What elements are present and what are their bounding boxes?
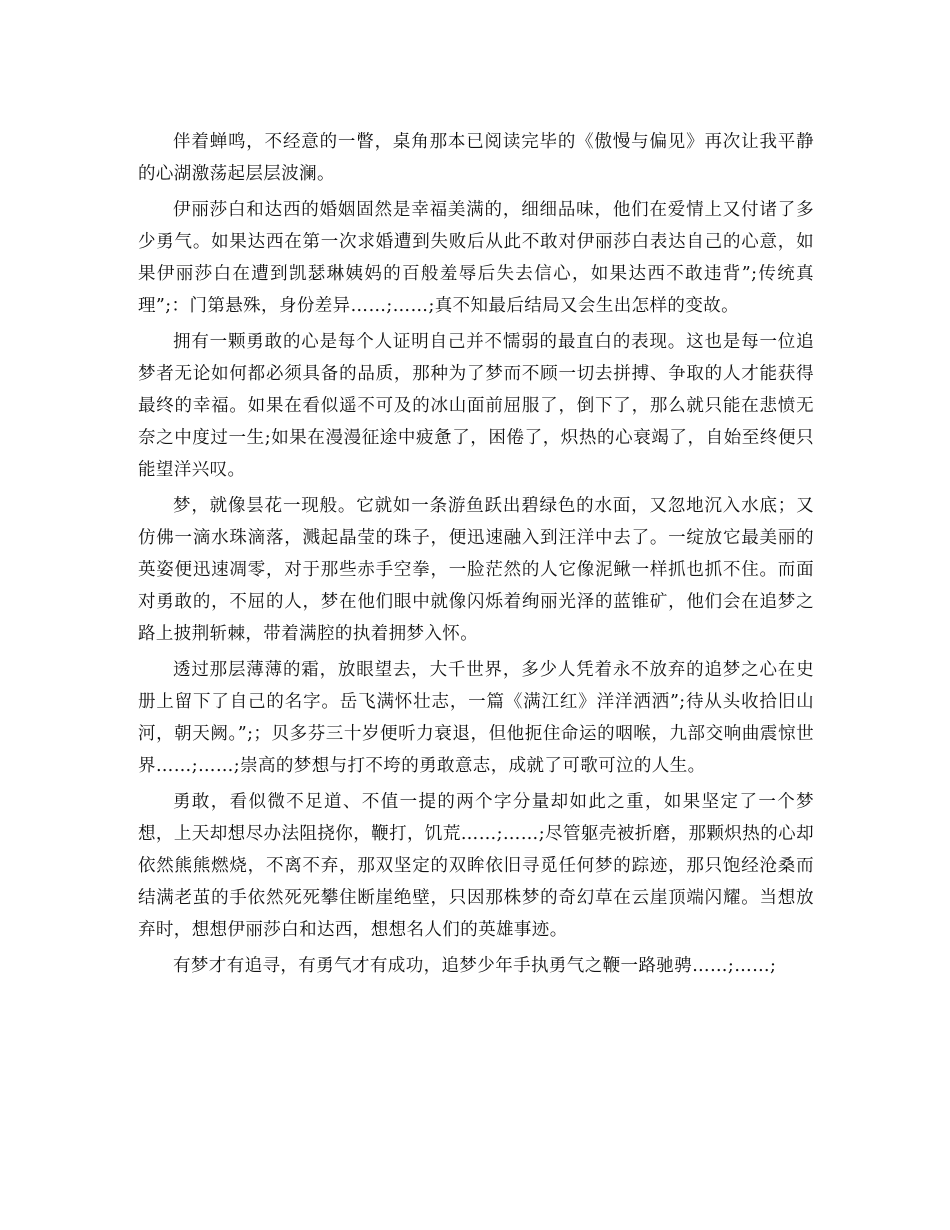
paragraph-3: 拥有一颗勇敢的心是每个人证明自己并不懦弱的最直白的表现。这也是每一位追梦者无论如何都必须具备的品质，那种为了梦而不顾一切去拼搏、争取的人才能获得最终的幸福。如果在看似遥不可及的冰山面前屈服了，倒下了，那么就只能在悲愤无奈之中度过一生;如果在漫漫征途中疲惫了，困倦了，炽热的心衰竭了，自始至终便只能望洋兴叹。 [138,332,814,480]
paragraph-4: 梦，就像昙花一现般。它就如一条游鱼跃出碧绿色的水面，又忽地沉入水底；又仿佛一滴水珠滴落，溅起晶莹的珠子，便迅速融入到汪洋中去了。一绽放它最美丽的英姿便迅速凋零，对于那些赤手空拳，一脸茫然的人它像泥鳅一样抓也抓不住。而面对勇敢的，不屈的人，梦在他们眼中就像闪烁着绚丽光泽的蓝锥矿，他们会在追梦之路上披荆斩棘，带着满腔的执着拥梦入怀。 [138,496,814,644]
paragraph-5: 透过那层薄薄的霜，放眼望去，大千世界，多少人凭着永不放弃的追梦之心在史册上留下了自己的名字。岳飞满怀壮志，一篇《满江红》洋洋洒洒”;待从头收拾旧山河，朝天阙。”;；贝多芬三十岁便听力衰退，但他扼住命运的咽喉，九部交响曲震惊世界……;……;崇高的梦想与打不垮的勇敢意志，成就了可歌可泣的人生。 [138,660,814,776]
document-body [138,126,814,986]
paragraph-1: 伴着蝉鸣，不经意的一瞥，桌角那本已阅读完毕的《傲慢与偏见》再次让我平静的心湖激荡起层层波澜。 [138,132,814,184]
paragraph-6: 勇敢，看似微不足道、不值一提的两个字分量却如此之重，如果坚定了一个梦想，上天却想尽办法阻挠你，鞭打，饥荒……;……;尽管躯壳被折磨，那颗炽热的心却依然熊熊燃烧，不离不弃，那双坚定的双眸依旧寻觅任何梦的踪迹，那只饱经沧桑而结满老茧的手依然死死攀住断崖绝壁，只因那株梦的奇幻草在云崖顶端闪耀。当想放弃时，想想伊丽莎白和达西，想想名人们的英雄事迹。 [138,792,814,940]
paragraph-7: 有梦才有追寻，有勇气才有成功，追梦少年手执勇气之鞭一路驰骋……;……; [173,956,777,976]
paragraph-2: 伊丽莎白和达西的婚姻固然是幸福美满的，细细品味，他们在爱情上又付诸了多少勇气。如果达西在第一次求婚遭到失败后从此不敢对伊丽莎白表达自己的心意，如果伊丽莎白在遭到凯瑟琳姨妈的百般羞辱后失去信心，如果达西不敢违背”;传统真理”;：门第悬殊，身份差异……;……;真不知最后结局又会生出怎样的变故。 [138,200,814,316]
